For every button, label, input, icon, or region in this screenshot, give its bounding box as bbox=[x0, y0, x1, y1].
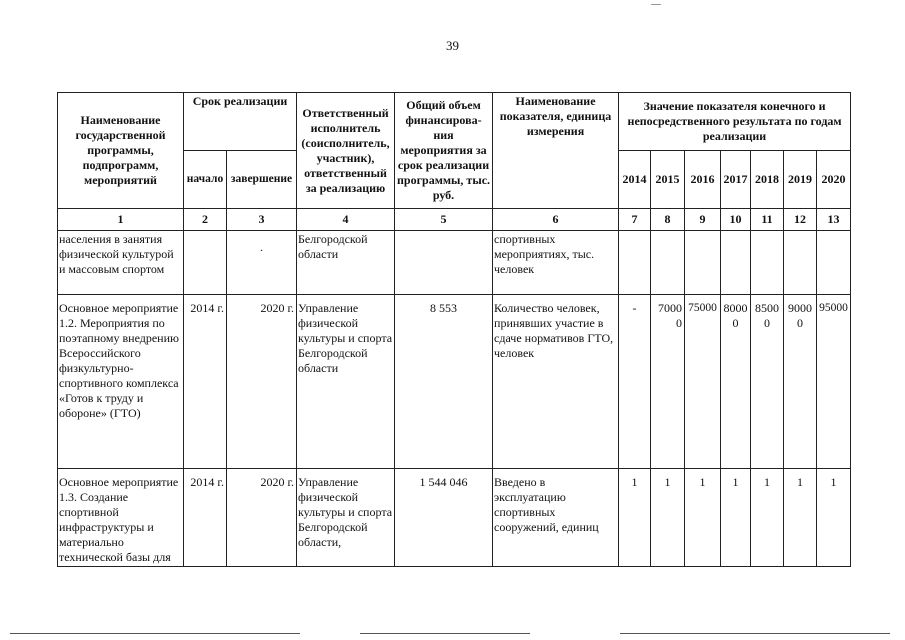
row-indicator: Введено в эксплуатацию спортивных сооружений, единиц bbox=[493, 469, 619, 567]
table-row bbox=[58, 295, 851, 469]
header-year: 2014 bbox=[619, 151, 651, 209]
column-number: 4 bbox=[297, 209, 395, 231]
column-number-row bbox=[58, 209, 851, 231]
row-value bbox=[721, 231, 751, 295]
row-value: 1 bbox=[651, 469, 685, 567]
column-number: 7 bbox=[619, 209, 651, 231]
header-end: завершение bbox=[227, 151, 297, 209]
column-number: 1 bbox=[58, 209, 184, 231]
row-end: 2020 г. bbox=[227, 469, 297, 567]
row-amount: 1 544 046 bbox=[395, 469, 493, 567]
header-row-1 bbox=[58, 93, 851, 151]
row-value bbox=[751, 231, 784, 295]
table-row bbox=[58, 469, 851, 567]
column-number: 2 bbox=[184, 209, 227, 231]
row-amount: 8 553 bbox=[395, 295, 493, 469]
row-value bbox=[651, 231, 685, 295]
header-start: начало bbox=[184, 151, 227, 209]
header-year: 2016 bbox=[685, 151, 721, 209]
header-indicator: Наименование показателя, единица измерения bbox=[493, 93, 619, 209]
row-value: 75000 bbox=[685, 295, 721, 469]
row-value: 1 bbox=[685, 469, 721, 567]
header-funding: Общий объем финансирова- ния мероприятия за срок реализации программы, тыс. руб. bbox=[395, 93, 493, 209]
row-value bbox=[784, 231, 817, 295]
header-values: Значение показателя конечного и непосредственного результата по годам реализации bbox=[619, 93, 851, 151]
header-year: 2015 bbox=[651, 151, 685, 209]
row-name: Основное мероприятие 1.3. Создание спортивной инфраструктуры и материально технической базы для bbox=[58, 469, 184, 567]
column-number: 8 bbox=[651, 209, 685, 231]
row-value: 1 bbox=[619, 469, 651, 567]
column-number: 10 bbox=[721, 209, 751, 231]
column-number: 9 bbox=[685, 209, 721, 231]
header-year: 2018 bbox=[751, 151, 784, 209]
table-row bbox=[58, 231, 851, 295]
row-value: 8500 0 bbox=[751, 295, 784, 469]
header-year: 2020 bbox=[817, 151, 851, 209]
row-name: Основное мероприятие 1.2. Мероприятия по поэтапному внедрению Всероссийского физкультурно-спортивного комплекса «Готов к труду и обороне» (ГТО) bbox=[58, 295, 184, 469]
column-number: 5 bbox=[395, 209, 493, 231]
row-executor: Управление физической культуры и спорта Белгородской области, bbox=[297, 469, 395, 567]
column-number: 12 bbox=[784, 209, 817, 231]
header-year: 2019 bbox=[784, 151, 817, 209]
row-value: 1 bbox=[784, 469, 817, 567]
row-end: 2020 г. bbox=[227, 295, 297, 469]
row-value bbox=[685, 231, 721, 295]
row-start: 2014 г. bbox=[184, 295, 227, 469]
header-program-name: Наименование государственной программы, подпрограмм, мероприятий bbox=[58, 93, 184, 209]
column-number: 6 bbox=[493, 209, 619, 231]
row-executor: Белгородской области bbox=[297, 231, 395, 295]
row-value: - bbox=[619, 295, 651, 469]
column-number: 11 bbox=[751, 209, 784, 231]
row-executor: Управление физической культуры и спорта Белгородской области bbox=[297, 295, 395, 469]
row-value bbox=[817, 231, 851, 295]
column-number: 3 bbox=[227, 209, 297, 231]
row-start bbox=[184, 231, 227, 295]
column-number: 13 bbox=[817, 209, 851, 231]
header-year: 2017 bbox=[721, 151, 751, 209]
scan-mark bbox=[651, 4, 661, 5]
scan-edge-line bbox=[10, 633, 300, 634]
header-period: Срок реализации bbox=[184, 93, 297, 151]
page-number: 39 bbox=[446, 38, 459, 53]
row-value: 7000 0 bbox=[651, 295, 685, 469]
row-value: 1 bbox=[817, 469, 851, 567]
scan-edge-line bbox=[360, 633, 530, 634]
row-value: 8000 0 bbox=[721, 295, 751, 469]
header-executor: Ответственный исполнитель (соисполнитель, участник), ответственный за реализацию bbox=[297, 93, 395, 209]
row-value: 95000 bbox=[817, 295, 851, 469]
row-indicator: спортивных мероприятиях, тыс. человек bbox=[493, 231, 619, 295]
row-start: 2014 г. bbox=[184, 469, 227, 567]
row-name: населения в занятия физической культурой и массовым спортом bbox=[58, 231, 184, 295]
row-value bbox=[619, 231, 651, 295]
row-indicator: Количество человек, принявших участие в сдаче нормативов ГТО, человек bbox=[493, 295, 619, 469]
row-amount bbox=[395, 231, 493, 295]
row-value: 1 bbox=[751, 469, 784, 567]
scan-edge-line bbox=[620, 633, 890, 634]
row-end: · bbox=[227, 231, 297, 295]
program-table bbox=[57, 92, 851, 567]
row-value: 9000 0 bbox=[784, 295, 817, 469]
row-value: 1 bbox=[721, 469, 751, 567]
